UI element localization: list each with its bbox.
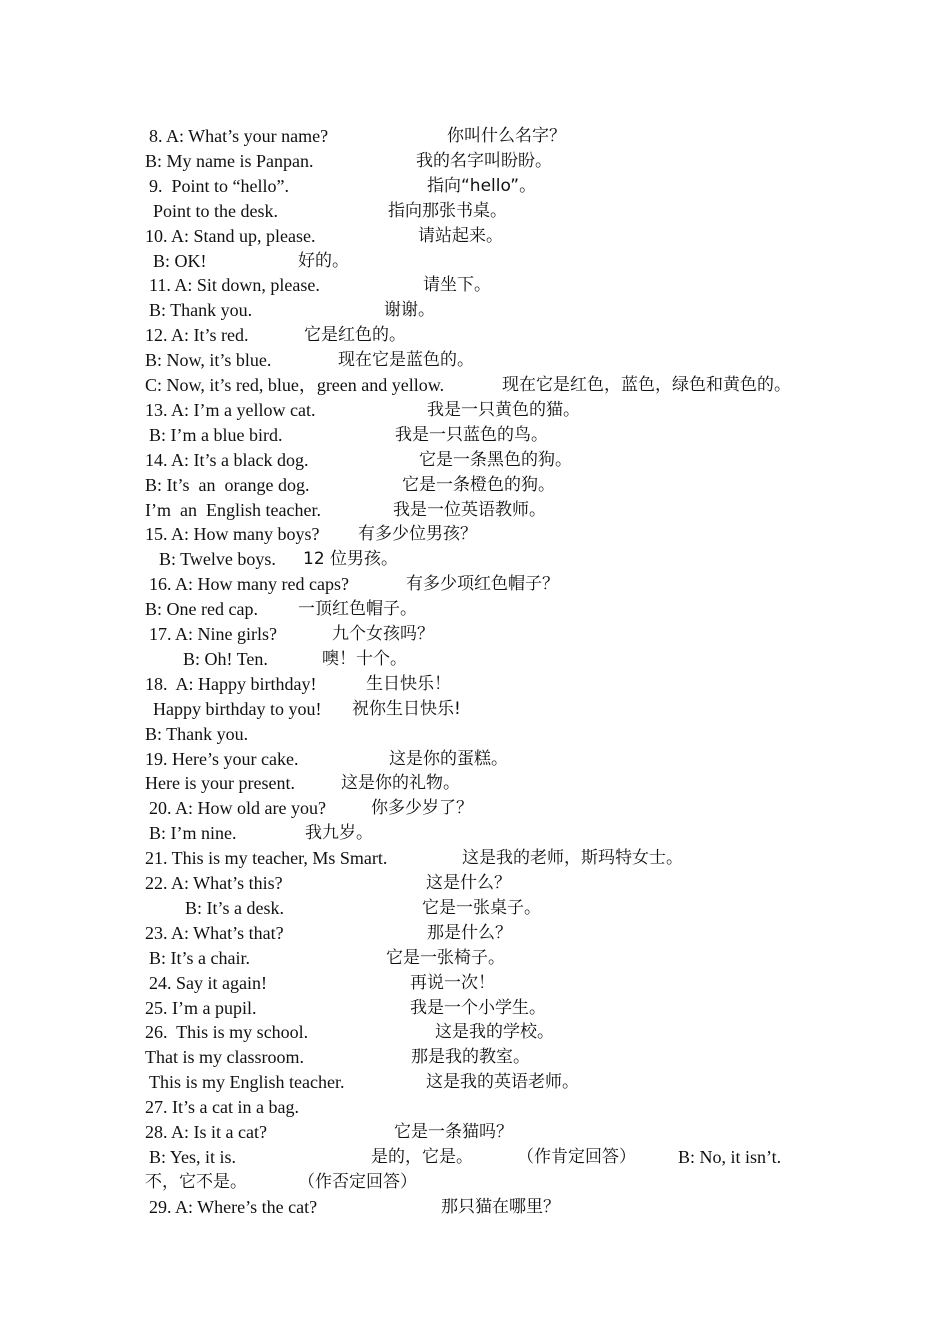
english-phrase: 12. A: It’s red.	[145, 325, 249, 346]
chinese-translation: 这是我的老师，斯玛特女士。	[462, 848, 683, 869]
chinese-translation: 有多少项红色帽子？	[406, 574, 559, 595]
english-phrase: 23. A: What’s that?	[145, 922, 284, 943]
chinese-translation: 那只猫在哪里？	[441, 1196, 560, 1217]
english-phrase: B: Twelve boys.	[159, 549, 276, 570]
english-phrase: 9. Point to “hello”.	[149, 175, 289, 196]
english-phrase: B: It’s a chair.	[149, 947, 250, 968]
english-phrase: B: It’s a desk.	[185, 897, 284, 918]
english-phrase: B: I’m nine.	[149, 823, 237, 844]
english-phrase: B: Thank you.	[145, 723, 249, 744]
chinese-translation: 再说一次！	[410, 972, 495, 993]
answer-note: （作肯定回答）	[517, 1146, 636, 1167]
chinese-translation: 一顶红色帽子。	[298, 599, 417, 620]
english-phrase: B: Oh! Ten.	[183, 648, 268, 669]
chinese-translation: 它是一条猫吗？	[394, 1122, 513, 1142]
english-phrase: 19. Here’s your cake.	[145, 748, 299, 769]
english-phrase: 16. A: How many red caps?	[149, 574, 349, 595]
chinese-translation: 它是一张椅子。	[386, 947, 505, 968]
chinese-translation: 它是一条黑色的狗。	[419, 449, 572, 470]
english-phrase: B: OK!	[153, 250, 207, 271]
english-phrase: Point to the desk.	[153, 200, 278, 221]
english-phrase: 14. A: It’s a black dog.	[145, 449, 309, 470]
chinese-translation: 现在它是红色，蓝色，绿色和黄色的。	[502, 375, 791, 395]
chinese-translation: 我是一个小学生。	[410, 997, 546, 1018]
english-phrase: This is my English teacher.	[149, 1072, 345, 1093]
chinese-translation: 九个女孩吗？	[332, 624, 434, 644]
english-phrase: 21. This is my teacher, Ms Smart.	[145, 848, 388, 869]
chinese-translation: 我九岁。	[305, 823, 373, 844]
chinese-translation: 是的，它是。	[371, 1146, 473, 1167]
chinese-translation: 那是什么？	[427, 922, 512, 943]
english-phrase: 11. A: Sit down, please.	[149, 275, 320, 296]
english-phrase: 22. A: What’s this?	[145, 873, 283, 893]
chinese-translation: 祝你生日快乐!	[352, 698, 461, 719]
english-phrase: 18. A: Happy birthday!	[145, 673, 317, 694]
chinese-translation: 现在它是蓝色的。	[338, 350, 474, 371]
chinese-translation: 这是你的礼物。	[341, 773, 460, 794]
chinese-translation: 不，它不是。	[145, 1171, 247, 1192]
english-phrase: 13. A: I’m a yellow cat.	[145, 399, 316, 420]
chinese-translation: 它是一张桌子。	[422, 897, 541, 918]
chinese-translation: 这是你的蛋糕。	[389, 748, 508, 769]
english-phrase: 8. A: What’s your name?	[149, 126, 329, 146]
english-phrase: B: No, it isn’t.	[678, 1146, 782, 1167]
english-phrase: B: Now, it’s blue.	[145, 350, 272, 371]
english-phrase: B: It’s an orange dog.	[145, 474, 310, 495]
chinese-translation: 噢！十个。	[322, 648, 407, 669]
chinese-translation: 我是一位英语教师。	[393, 499, 546, 520]
english-phrase: B: My name is Panpan.	[145, 150, 314, 171]
chinese-translation: 那是我的教室。	[411, 1047, 530, 1068]
chinese-translation: 你叫什么名字？	[447, 126, 566, 146]
chinese-translation: 生日快乐！	[366, 673, 451, 694]
chinese-translation: 我是一只蓝色的鸟。	[395, 424, 548, 445]
chinese-translation: 我是一只黄色的猫。	[427, 399, 580, 420]
english-phrase: 26. This is my school.	[145, 1022, 309, 1043]
answer-note: （作否定回答）	[298, 1171, 417, 1192]
chinese-translation: 请坐下。	[423, 275, 491, 296]
english-phrase: Happy birthday to you!	[153, 698, 322, 719]
chinese-translation: 指向“hello”。	[427, 175, 537, 196]
english-phrase: 20. A: How old are you?	[149, 798, 326, 819]
chinese-translation: 好的。	[298, 250, 349, 271]
chinese-translation: 指向那张书桌。	[388, 200, 507, 221]
english-phrase: B: One red cap.	[145, 599, 258, 620]
chinese-translation: 12 位男孩。	[303, 549, 399, 570]
english-phrase: 28. A: Is it a cat?	[145, 1122, 267, 1142]
chinese-translation: 谢谢。	[384, 300, 435, 321]
chinese-translation: 这是什么？	[426, 873, 511, 893]
chinese-translation: 你多少岁了？	[371, 798, 473, 819]
english-phrase: B: Yes, it is.	[149, 1146, 237, 1167]
chinese-translation: 这是我的学校。	[435, 1022, 554, 1043]
english-phrase: 25. I’m a pupil.	[145, 997, 257, 1018]
chinese-translation: 它是红色的。	[304, 325, 406, 346]
english-phrase: 29. A: Where’s the cat?	[149, 1196, 318, 1217]
english-phrase: 10. A: Stand up, please.	[145, 225, 316, 246]
english-phrase: Here is your present.	[145, 773, 295, 794]
english-phrase: 15. A: How many boys?	[145, 524, 320, 545]
chinese-translation: 有多少位男孩？	[358, 524, 477, 545]
english-phrase: That is my classroom.	[145, 1047, 304, 1068]
chinese-translation: 请站起来。	[418, 225, 503, 246]
english-phrase: C: Now, it’s red, blue，green and yellow.	[145, 375, 445, 395]
english-phrase: 27. It’s a cat in a bag.	[145, 1097, 299, 1118]
english-phrase: I’m an English teacher.	[145, 499, 321, 520]
chinese-translation: 它是一条橙色的狗。	[402, 474, 555, 495]
english-phrase: 24. Say it again!	[149, 972, 267, 993]
english-phrase: B: I’m a blue bird.	[149, 424, 283, 445]
chinese-translation: 我的名字叫盼盼。	[416, 150, 552, 171]
english-phrase: 17. A: Nine girls?	[149, 624, 277, 644]
english-phrase: B: Thank you.	[149, 300, 253, 321]
chinese-translation: 这是我的英语老师。	[426, 1072, 579, 1093]
